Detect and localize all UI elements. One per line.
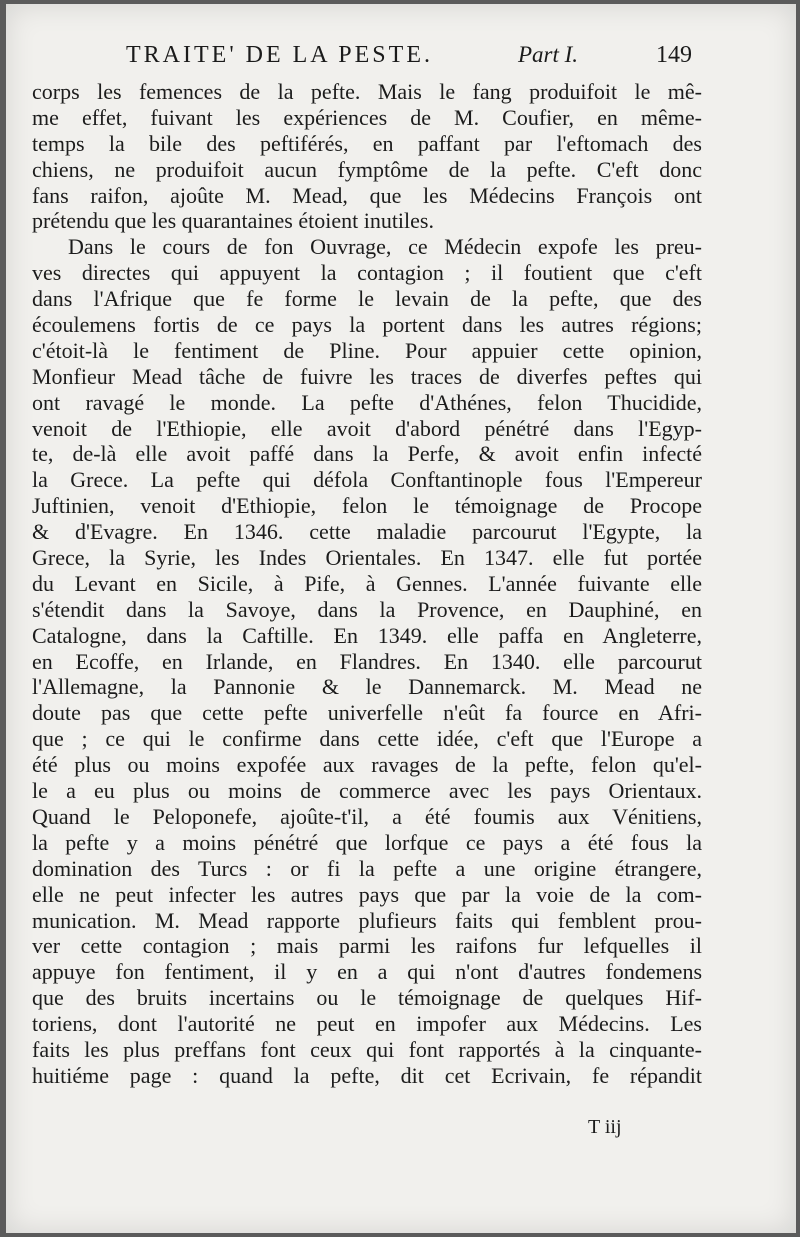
text-line: c'étoit-là le fentiment de Pline. Pour appuier cette opinion, (32, 337, 702, 363)
text-line: la Grece. La pefte qui défola Conftantinople fous l'Empereur (32, 467, 702, 493)
text-line: temps la bile des peftiférés, en paffant par l'eftomach des (32, 130, 702, 156)
text-line: Grece, la Syrie, les Indes Orientales. En 1347. elle fut portée (32, 545, 702, 571)
text-line: huitiéme page : quand la pefte, dit cet Ecrivain, fe répandit (32, 1062, 702, 1088)
text-line: elle ne peut infecter les autres pays que par la voie de la com- (32, 881, 702, 907)
text-line: ont ravagé le monde. La pefte d'Athénes, felon Thucidide, (32, 389, 702, 415)
page-number: 149 (656, 42, 692, 68)
text-line: faits les plus preffans font ceux qui font rapportés à la cinquante- (32, 1036, 702, 1062)
text-line: me effet, fuivant les expériences de M. Coufier, en même- (32, 104, 702, 130)
text-line: fans raifon, ajoûte M. Mead, que les Médecins François ont (32, 182, 702, 208)
text-line: venoit de l'Ethiopie, elle avoit d'abord pénétré dans l'Egyp- (32, 415, 702, 441)
text-line: dans l'Afrique que fe forme le levain de la pefte, que des (32, 286, 702, 312)
body-text (32, 79, 702, 1089)
text-line: chiens, ne produifoit aucun fymptôme de la pefte. C'eft donc (32, 156, 702, 182)
book-page (6, 4, 796, 1233)
text-line: & d'Evagre. En 1346. cette maladie parcourut l'Egypte, la (32, 519, 702, 545)
text-line: que ; ce qui le confirme dans cette idée, c'eft que l'Europe a (32, 726, 702, 752)
text-line: que des bruits incertains ou le témoignage de quelques Hif- (32, 985, 702, 1011)
text-line: appuye fon fentiment, il y en a qui n'ont d'autres fondemens (32, 959, 702, 985)
text-line: ves directes qui appuyent la contagion ; il foutient que c'eft (32, 260, 702, 286)
text-line: Juftinien, venoit d'Ethiopie, felon le témoignage de Procope (32, 493, 702, 519)
text-line: le a eu plus ou moins de commerce avec les pays Orientaux. (32, 778, 702, 804)
text-line: la pefte y a moins pénétré que lorfque ce pays a été fous la (32, 829, 702, 855)
text-line: du Levant en Sicile, à Pife, à Gennes. L'année fuivante elle (32, 570, 702, 596)
text-line: munication. M. Mead rapporte plufieurs faits qui femblent prou- (32, 907, 702, 933)
text-line: l'Allemagne, la Pannonie & le Dannemarck. M. Mead ne (32, 674, 702, 700)
text-line: s'étendit dans la Savoye, dans la Provence, en Dauphiné, en (32, 596, 702, 622)
text-line: écoulemens fortis de ce pays la portent dans les autres régions; (32, 312, 702, 338)
text-line: Quand le Peloponefe, ajoûte-t'il, a été foumis aux Vénitiens, (32, 803, 702, 829)
text-line: toriens, dont l'autorité ne peut en impofer aux Médecins. Les (32, 1011, 702, 1037)
text-line: Monfieur Mead tâche de fuivre les traces de diverfes peftes qui (32, 363, 702, 389)
text-line: ver cette contagion ; mais parmi les raifons fur lefquelles il (32, 933, 702, 959)
signature-mark: T iij (588, 1116, 622, 1138)
text-line: Dans le cours de fon Ouvrage, ce Médecin expofe les preu- (68, 234, 702, 260)
part-label: Part I. (518, 42, 579, 67)
text-line: domination des Turcs : or fi la pefte a une origine étrangere, (32, 855, 702, 881)
text-line: doute pas que cette pefte univerfelle n'eût fa fource en Afri- (32, 700, 702, 726)
text-line: te, de-là elle avoit paffé dans la Perfe, & avoit enfin infecté (32, 441, 702, 467)
text-line: prétendu que les quarantaines étoient inutiles. (32, 208, 434, 234)
text-line: Catalogne, dans la Caftille. En 1349. elle paffa en Angleterre, (32, 622, 702, 648)
running-title: TRAITE' DE LA PESTE. (126, 42, 433, 68)
text-line: en Ecoffe, en Irlande, en Flandres. En 1340. elle parcourut (32, 648, 702, 674)
page-header (126, 42, 726, 82)
text-line: corps les femences de la pefte. Mais le fang produifoit le mê- (32, 79, 702, 104)
text-line: été plus ou moins expofée aux ravages de la pefte, felon qu'el- (32, 752, 702, 778)
